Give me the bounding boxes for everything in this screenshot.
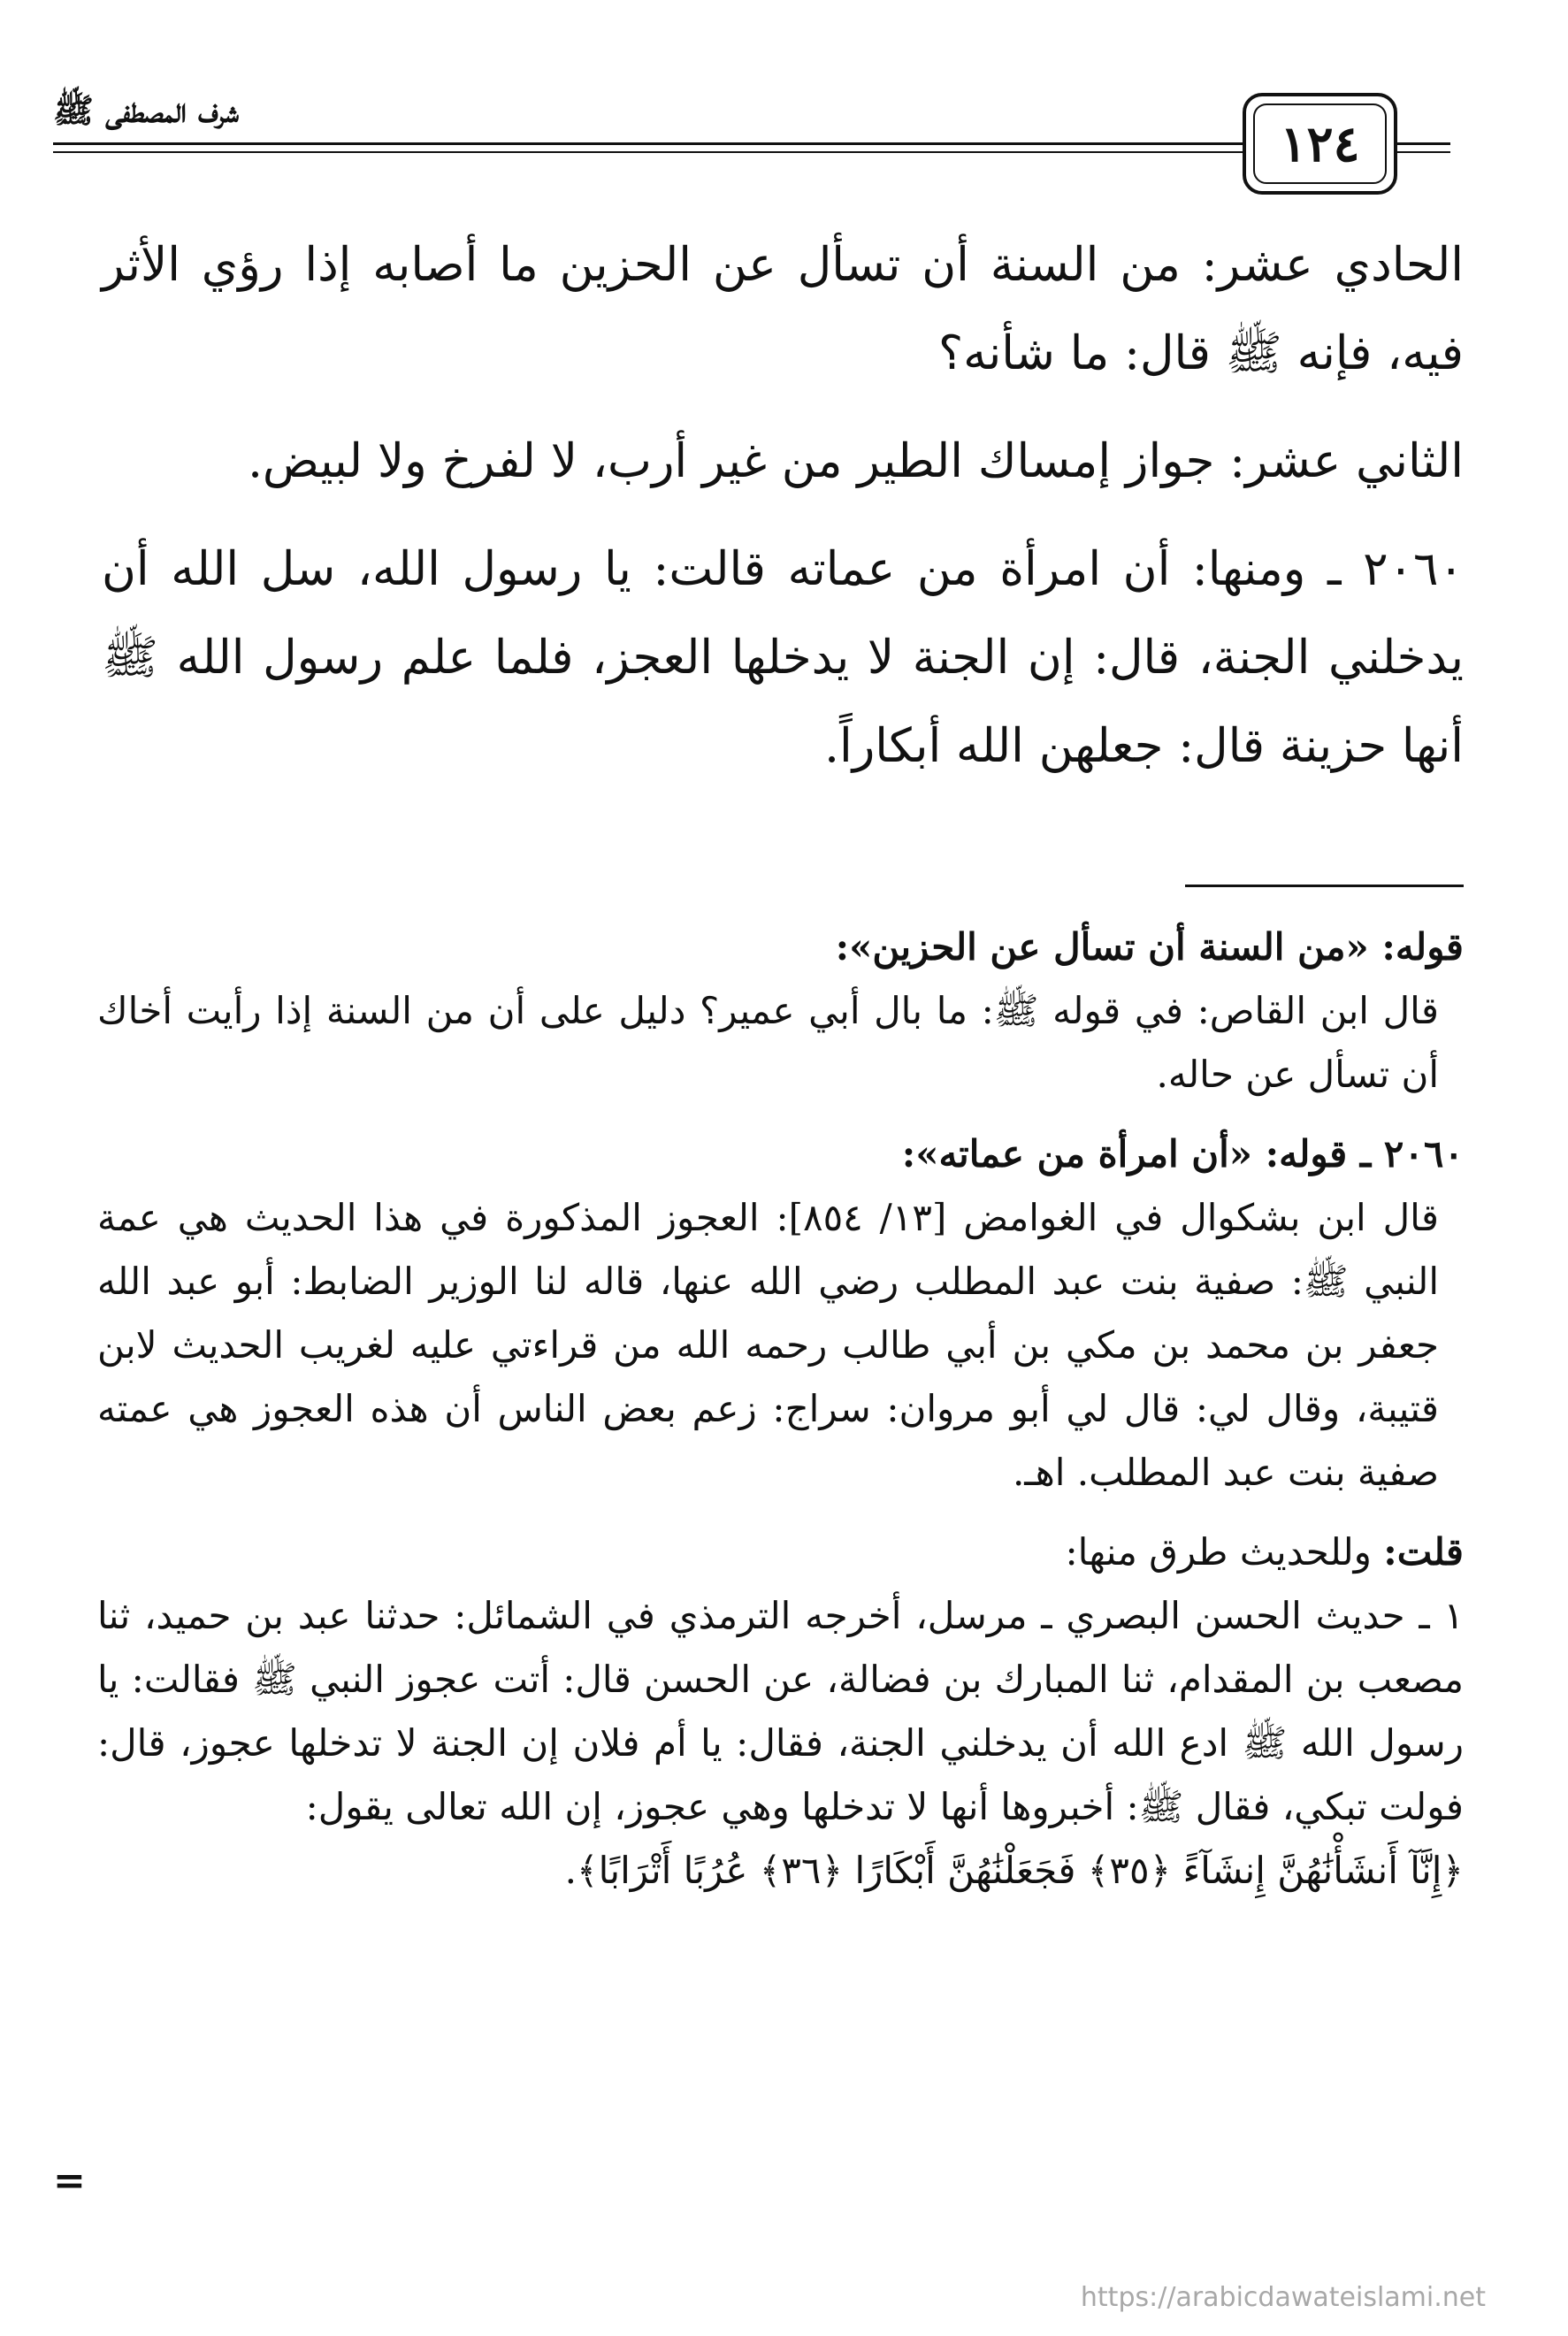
footnotes [97,915,1464,1903]
watermark: https://arabicdawateislami.net [1080,2282,1486,2313]
page-header [53,84,1450,199]
footnote-text: ١ ـ حديث الحسن البصري ـ مرسل، أخرجه الترمذي في الشمائل: حدثنا عبد بن حميد، ثنا مصعب بن المقدام، ثنا المبارك بن فضالة، عن الحسن قال: أتت عجوز النبي ﷺ فقالت: يا رسول الله ﷺ ادع الله أن يدخلني الجنة، فقال: يا أم فلان إن الجنة لا تدخلها عجوز، قال: فولت تبكي، فقال ﷺ: أخبروها أنها لا تدخلها وهي عجوز، إن الله تعالى يقول: [97,1594,1464,1828]
header-rule [1397,142,1450,145]
quran-verse: ﴿إِنَّآ أَنشَأْنَٰهُنَّ إِنشَآءً ﴿٣٥﴾ فَجَعَلْنَٰهُنَّ أَبْكَارًا ﴿٣٦﴾ عُرُبًا أَتْرَابًا﴾. [564,1849,1464,1892]
main-paragraph-11: الحادي عشر: من السنة أن تسأل عن الحزين ما أصابه إذا رؤي الأثر فيه، فإنه ﷺ قال: ما شأنه؟ [102,238,1464,380]
footnote-separator [1185,885,1464,887]
main-text [102,221,1464,791]
header-rule [53,151,1243,153]
continuation-mark: = [53,2158,86,2203]
footnote-text: قال ابن بشكوال في الغوامض [١٣/ ٨٥٤]: العجوز المذكورة في هذا الحديث هي عمة النبي ﷺ: صفية بنت عبد المطلب رضي الله عنها، قاله لنا الوزير الضابط: أبو عبد الله جعفر بن محمد بن مكي بن أبي طالب رحمه الله من قراءتي عليه لغريب الحديث لابن قتيبة، وقال لي: قال لي أبو مروان: سراج: زعم بعض الناس أن هذه العجوز هي عمته صفية بنت عبد المطلب. اهـ. [97,1196,1439,1494]
footnote-heading: ٢٠٦٠ ـ قوله: «أن امرأة من عماته»: [901,1132,1464,1176]
qultu-label: قلت: [1383,1530,1464,1574]
running-title: شرف المصطفى ﷺ [53,90,239,130]
qultu-text: وللحديث طرق منها: [1065,1530,1372,1574]
page-number-frame [1243,93,1397,195]
footnote-heading: قوله: «من السنة أن تسأل عن الحزين»: [835,925,1464,969]
header-rule [1397,151,1450,153]
page-number: ١٢٤ [1253,103,1387,184]
header-rule [53,142,1243,145]
main-paragraph-12: الثاني عشر: جواز إمساك الطير من غير أرب، لا لفرخ ولا لبيض. [248,434,1464,488]
footnote-qultu [97,1520,1464,1584]
footnote-text: قال ابن القاص: في قوله ﷺ: ما بال أبي عمير؟ دليل على أن من السنة إذا رأيت أخاك أن تسأل عن حاله. [97,989,1439,1096]
main-paragraph-2060: ٢٠٦٠ ـ ومنها: أن امرأة من عماته قالت: يا رسول الله، سل الله أن يدخلني الجنة، قال: إن الجنة لا يدخلها العجز، فلما علم رسول الله ﷺ أنها حزينة قال: جعلهن الله أبكاراً. [102,542,1464,773]
